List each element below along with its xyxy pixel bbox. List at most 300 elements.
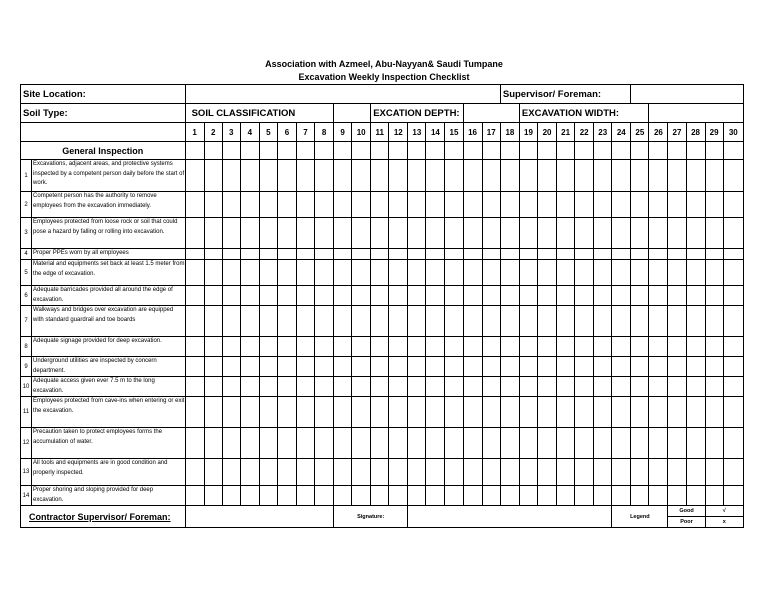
- check-cell[interactable]: [594, 249, 612, 260]
- check-cell[interactable]: [649, 397, 668, 428]
- check-cell[interactable]: [463, 486, 482, 506]
- check-cell[interactable]: [296, 218, 314, 249]
- check-cell[interactable]: [537, 306, 556, 337]
- check-cell[interactable]: [371, 249, 389, 260]
- check-cell[interactable]: [259, 192, 277, 218]
- check-cell[interactable]: [408, 218, 426, 249]
- check-cell[interactable]: [259, 249, 277, 260]
- check-cell[interactable]: [723, 337, 743, 357]
- check-cell[interactable]: [668, 160, 686, 192]
- check-cell[interactable]: [668, 397, 686, 428]
- check-cell[interactable]: [723, 249, 743, 260]
- check-cell[interactable]: [277, 428, 296, 459]
- check-cell[interactable]: [612, 286, 631, 306]
- check-cell[interactable]: [185, 486, 204, 506]
- check-cell[interactable]: [240, 486, 259, 506]
- check-cell[interactable]: [500, 486, 519, 506]
- check-cell[interactable]: [537, 486, 556, 506]
- check-cell[interactable]: [277, 486, 296, 506]
- check-cell[interactable]: [277, 218, 296, 249]
- check-cell[interactable]: [371, 377, 389, 397]
- check-cell[interactable]: [557, 428, 575, 459]
- check-cell[interactable]: [519, 306, 537, 337]
- excavation-depth-field[interactable]: [463, 104, 519, 123]
- check-cell[interactable]: [482, 306, 500, 337]
- check-cell[interactable]: [296, 337, 314, 357]
- check-cell[interactable]: [259, 486, 277, 506]
- check-cell[interactable]: [222, 160, 240, 192]
- check-cell[interactable]: [668, 486, 686, 506]
- check-cell[interactable]: [500, 286, 519, 306]
- contractor-name-field[interactable]: [185, 506, 334, 528]
- check-cell[interactable]: [463, 218, 482, 249]
- check-cell[interactable]: [723, 142, 743, 160]
- check-cell[interactable]: [631, 428, 649, 459]
- check-cell[interactable]: [686, 459, 705, 486]
- check-cell[interactable]: [594, 192, 612, 218]
- check-cell[interactable]: [500, 218, 519, 249]
- check-cell[interactable]: [240, 286, 259, 306]
- check-cell[interactable]: [240, 337, 259, 357]
- check-cell[interactable]: [594, 286, 612, 306]
- check-cell[interactable]: [686, 142, 705, 160]
- check-cell[interactable]: [389, 357, 408, 377]
- check-cell[interactable]: [612, 249, 631, 260]
- check-cell[interactable]: [426, 306, 445, 337]
- check-cell[interactable]: [426, 459, 445, 486]
- check-cell[interactable]: [371, 160, 389, 192]
- check-cell[interactable]: [352, 306, 371, 337]
- check-cell[interactable]: [185, 397, 204, 428]
- check-cell[interactable]: [705, 260, 723, 286]
- check-cell[interactable]: [463, 306, 482, 337]
- check-cell[interactable]: [277, 160, 296, 192]
- check-cell[interactable]: [222, 337, 240, 357]
- check-cell[interactable]: [426, 337, 445, 357]
- check-cell[interactable]: [315, 337, 334, 357]
- check-cell[interactable]: [575, 397, 594, 428]
- signature-field[interactable]: [408, 506, 612, 528]
- check-cell[interactable]: [668, 249, 686, 260]
- check-cell[interactable]: [668, 337, 686, 357]
- check-cell[interactable]: [482, 377, 500, 397]
- check-cell[interactable]: [686, 160, 705, 192]
- check-cell[interactable]: [686, 486, 705, 506]
- check-cell[interactable]: [352, 192, 371, 218]
- check-cell[interactable]: [352, 377, 371, 397]
- check-cell[interactable]: [222, 459, 240, 486]
- check-cell[interactable]: [631, 486, 649, 506]
- check-cell[interactable]: [723, 357, 743, 377]
- check-cell[interactable]: [705, 337, 723, 357]
- check-cell[interactable]: [649, 428, 668, 459]
- check-cell[interactable]: [537, 218, 556, 249]
- check-cell[interactable]: [315, 459, 334, 486]
- check-cell[interactable]: [204, 306, 222, 337]
- check-cell[interactable]: [185, 428, 204, 459]
- check-cell[interactable]: [668, 357, 686, 377]
- check-cell[interactable]: [575, 260, 594, 286]
- check-cell[interactable]: [575, 357, 594, 377]
- check-cell[interactable]: [612, 142, 631, 160]
- check-cell[interactable]: [204, 142, 222, 160]
- check-cell[interactable]: [612, 218, 631, 249]
- check-cell[interactable]: [426, 428, 445, 459]
- check-cell[interactable]: [296, 397, 314, 428]
- check-cell[interactable]: [222, 192, 240, 218]
- check-cell[interactable]: [723, 306, 743, 337]
- check-cell[interactable]: [723, 377, 743, 397]
- check-cell[interactable]: [296, 286, 314, 306]
- check-cell[interactable]: [463, 459, 482, 486]
- check-cell[interactable]: [240, 249, 259, 260]
- check-cell[interactable]: [445, 377, 463, 397]
- check-cell[interactable]: [612, 306, 631, 337]
- check-cell[interactable]: [519, 337, 537, 357]
- check-cell[interactable]: [594, 486, 612, 506]
- check-cell[interactable]: [557, 486, 575, 506]
- check-cell[interactable]: [315, 249, 334, 260]
- check-cell[interactable]: [631, 160, 649, 192]
- check-cell[interactable]: [277, 337, 296, 357]
- check-cell[interactable]: [723, 397, 743, 428]
- check-cell[interactable]: [705, 142, 723, 160]
- check-cell[interactable]: [185, 459, 204, 486]
- check-cell[interactable]: [277, 192, 296, 218]
- check-cell[interactable]: [482, 260, 500, 286]
- check-cell[interactable]: [500, 428, 519, 459]
- check-cell[interactable]: [557, 397, 575, 428]
- check-cell[interactable]: [575, 428, 594, 459]
- check-cell[interactable]: [557, 337, 575, 357]
- check-cell[interactable]: [537, 260, 556, 286]
- check-cell[interactable]: [668, 377, 686, 397]
- check-cell[interactable]: [668, 192, 686, 218]
- check-cell[interactable]: [296, 377, 314, 397]
- check-cell[interactable]: [668, 142, 686, 160]
- check-cell[interactable]: [222, 218, 240, 249]
- check-cell[interactable]: [240, 142, 259, 160]
- check-cell[interactable]: [426, 486, 445, 506]
- check-cell[interactable]: [594, 218, 612, 249]
- check-cell[interactable]: [482, 160, 500, 192]
- check-cell[interactable]: [500, 192, 519, 218]
- check-cell[interactable]: [445, 142, 463, 160]
- check-cell[interactable]: [649, 160, 668, 192]
- check-cell[interactable]: [668, 306, 686, 337]
- check-cell[interactable]: [537, 192, 556, 218]
- check-cell[interactable]: [575, 142, 594, 160]
- check-cell[interactable]: [389, 459, 408, 486]
- check-cell[interactable]: [408, 357, 426, 377]
- check-cell[interactable]: [334, 192, 352, 218]
- check-cell[interactable]: [389, 428, 408, 459]
- check-cell[interactable]: [575, 249, 594, 260]
- check-cell[interactable]: [649, 357, 668, 377]
- check-cell[interactable]: [705, 306, 723, 337]
- check-cell[interactable]: [594, 337, 612, 357]
- check-cell[interactable]: [631, 286, 649, 306]
- check-cell[interactable]: [222, 397, 240, 428]
- check-cell[interactable]: [557, 286, 575, 306]
- check-cell[interactable]: [240, 260, 259, 286]
- check-cell[interactable]: [408, 377, 426, 397]
- check-cell[interactable]: [649, 192, 668, 218]
- check-cell[interactable]: [575, 286, 594, 306]
- check-cell[interactable]: [482, 337, 500, 357]
- check-cell[interactable]: [259, 160, 277, 192]
- check-cell[interactable]: [537, 357, 556, 377]
- check-cell[interactable]: [612, 260, 631, 286]
- check-cell[interactable]: [445, 397, 463, 428]
- check-cell[interactable]: [445, 249, 463, 260]
- check-cell[interactable]: [240, 192, 259, 218]
- check-cell[interactable]: [500, 397, 519, 428]
- check-cell[interactable]: [631, 249, 649, 260]
- check-cell[interactable]: [668, 218, 686, 249]
- check-cell[interactable]: [686, 249, 705, 260]
- check-cell[interactable]: [463, 397, 482, 428]
- check-cell[interactable]: [352, 249, 371, 260]
- check-cell[interactable]: [408, 286, 426, 306]
- check-cell[interactable]: [537, 428, 556, 459]
- check-cell[interactable]: [612, 357, 631, 377]
- check-cell[interactable]: [222, 428, 240, 459]
- check-cell[interactable]: [445, 160, 463, 192]
- check-cell[interactable]: [259, 337, 277, 357]
- check-cell[interactable]: [259, 357, 277, 377]
- check-cell[interactable]: [686, 377, 705, 397]
- check-cell[interactable]: [371, 428, 389, 459]
- check-cell[interactable]: [204, 218, 222, 249]
- check-cell[interactable]: [705, 160, 723, 192]
- check-cell[interactable]: [240, 357, 259, 377]
- check-cell[interactable]: [537, 286, 556, 306]
- check-cell[interactable]: [482, 286, 500, 306]
- check-cell[interactable]: [204, 249, 222, 260]
- check-cell[interactable]: [519, 142, 537, 160]
- check-cell[interactable]: [334, 218, 352, 249]
- check-cell[interactable]: [185, 192, 204, 218]
- check-cell[interactable]: [557, 377, 575, 397]
- check-cell[interactable]: [389, 249, 408, 260]
- check-cell[interactable]: [315, 160, 334, 192]
- check-cell[interactable]: [315, 142, 334, 160]
- check-cell[interactable]: [334, 286, 352, 306]
- check-cell[interactable]: [315, 397, 334, 428]
- check-cell[interactable]: [482, 192, 500, 218]
- check-cell[interactable]: [668, 260, 686, 286]
- check-cell[interactable]: [204, 286, 222, 306]
- check-cell[interactable]: [705, 357, 723, 377]
- check-cell[interactable]: [445, 459, 463, 486]
- check-cell[interactable]: [705, 428, 723, 459]
- check-cell[interactable]: [277, 286, 296, 306]
- check-cell[interactable]: [445, 218, 463, 249]
- check-cell[interactable]: [222, 377, 240, 397]
- check-cell[interactable]: [537, 142, 556, 160]
- check-cell[interactable]: [649, 486, 668, 506]
- check-cell[interactable]: [705, 218, 723, 249]
- check-cell[interactable]: [185, 249, 204, 260]
- check-cell[interactable]: [277, 249, 296, 260]
- check-cell[interactable]: [445, 306, 463, 337]
- check-cell[interactable]: [222, 357, 240, 377]
- check-cell[interactable]: [222, 286, 240, 306]
- check-cell[interactable]: [594, 428, 612, 459]
- check-cell[interactable]: [612, 192, 631, 218]
- check-cell[interactable]: [204, 160, 222, 192]
- check-cell[interactable]: [204, 337, 222, 357]
- check-cell[interactable]: [723, 192, 743, 218]
- check-cell[interactable]: [445, 260, 463, 286]
- check-cell[interactable]: [482, 218, 500, 249]
- check-cell[interactable]: [686, 397, 705, 428]
- check-cell[interactable]: [445, 286, 463, 306]
- check-cell[interactable]: [185, 286, 204, 306]
- check-cell[interactable]: [723, 286, 743, 306]
- check-cell[interactable]: [389, 306, 408, 337]
- check-cell[interactable]: [445, 337, 463, 357]
- check-cell[interactable]: [426, 249, 445, 260]
- check-cell[interactable]: [557, 357, 575, 377]
- check-cell[interactable]: [371, 337, 389, 357]
- check-cell[interactable]: [426, 192, 445, 218]
- check-cell[interactable]: [445, 428, 463, 459]
- check-cell[interactable]: [557, 306, 575, 337]
- check-cell[interactable]: [240, 306, 259, 337]
- soil-classification-field[interactable]: [334, 104, 371, 123]
- check-cell[interactable]: [631, 260, 649, 286]
- check-cell[interactable]: [649, 377, 668, 397]
- check-cell[interactable]: [185, 337, 204, 357]
- check-cell[interactable]: [334, 357, 352, 377]
- check-cell[interactable]: [185, 306, 204, 337]
- check-cell[interactable]: [389, 192, 408, 218]
- check-cell[interactable]: [426, 286, 445, 306]
- check-cell[interactable]: [204, 260, 222, 286]
- check-cell[interactable]: [371, 286, 389, 306]
- check-cell[interactable]: [204, 377, 222, 397]
- check-cell[interactable]: [500, 377, 519, 397]
- check-cell[interactable]: [575, 459, 594, 486]
- check-cell[interactable]: [408, 306, 426, 337]
- check-cell[interactable]: [612, 337, 631, 357]
- check-cell[interactable]: [557, 249, 575, 260]
- check-cell[interactable]: [519, 377, 537, 397]
- check-cell[interactable]: [277, 397, 296, 428]
- check-cell[interactable]: [204, 428, 222, 459]
- check-cell[interactable]: [463, 337, 482, 357]
- check-cell[interactable]: [557, 192, 575, 218]
- check-cell[interactable]: [334, 377, 352, 397]
- check-cell[interactable]: [371, 459, 389, 486]
- check-cell[interactable]: [371, 306, 389, 337]
- check-cell[interactable]: [594, 142, 612, 160]
- check-cell[interactable]: [631, 459, 649, 486]
- check-cell[interactable]: [185, 377, 204, 397]
- check-cell[interactable]: [575, 337, 594, 357]
- check-cell[interactable]: [463, 260, 482, 286]
- check-cell[interactable]: [500, 160, 519, 192]
- check-cell[interactable]: [445, 357, 463, 377]
- check-cell[interactable]: [204, 357, 222, 377]
- check-cell[interactable]: [500, 459, 519, 486]
- check-cell[interactable]: [334, 142, 352, 160]
- check-cell[interactable]: [371, 486, 389, 506]
- check-cell[interactable]: [500, 306, 519, 337]
- check-cell[interactable]: [612, 459, 631, 486]
- check-cell[interactable]: [296, 260, 314, 286]
- check-cell[interactable]: [668, 459, 686, 486]
- check-cell[interactable]: [222, 142, 240, 160]
- check-cell[interactable]: [315, 306, 334, 337]
- check-cell[interactable]: [612, 160, 631, 192]
- check-cell[interactable]: [463, 428, 482, 459]
- check-cell[interactable]: [649, 260, 668, 286]
- check-cell[interactable]: [686, 306, 705, 337]
- check-cell[interactable]: [686, 218, 705, 249]
- check-cell[interactable]: [185, 160, 204, 192]
- check-cell[interactable]: [631, 306, 649, 337]
- check-cell[interactable]: [575, 486, 594, 506]
- check-cell[interactable]: [463, 249, 482, 260]
- check-cell[interactable]: [723, 160, 743, 192]
- check-cell[interactable]: [631, 377, 649, 397]
- check-cell[interactable]: [408, 260, 426, 286]
- check-cell[interactable]: [500, 337, 519, 357]
- check-cell[interactable]: [500, 249, 519, 260]
- check-cell[interactable]: [296, 459, 314, 486]
- check-cell[interactable]: [705, 249, 723, 260]
- check-cell[interactable]: [408, 160, 426, 192]
- check-cell[interactable]: [296, 192, 314, 218]
- excavation-width-field[interactable]: [649, 104, 744, 123]
- check-cell[interactable]: [686, 357, 705, 377]
- check-cell[interactable]: [519, 459, 537, 486]
- check-cell[interactable]: [408, 192, 426, 218]
- check-cell[interactable]: [315, 377, 334, 397]
- check-cell[interactable]: [723, 486, 743, 506]
- check-cell[interactable]: [185, 218, 204, 249]
- check-cell[interactable]: [686, 286, 705, 306]
- check-cell[interactable]: [575, 377, 594, 397]
- check-cell[interactable]: [240, 218, 259, 249]
- check-cell[interactable]: [500, 142, 519, 160]
- check-cell[interactable]: [352, 142, 371, 160]
- check-cell[interactable]: [537, 337, 556, 357]
- check-cell[interactable]: [259, 397, 277, 428]
- check-cell[interactable]: [334, 260, 352, 286]
- check-cell[interactable]: [240, 397, 259, 428]
- check-cell[interactable]: [352, 160, 371, 192]
- check-cell[interactable]: [482, 357, 500, 377]
- check-cell[interactable]: [631, 337, 649, 357]
- check-cell[interactable]: [445, 192, 463, 218]
- check-cell[interactable]: [352, 286, 371, 306]
- check-cell[interactable]: [426, 142, 445, 160]
- check-cell[interactable]: [519, 357, 537, 377]
- check-cell[interactable]: [631, 192, 649, 218]
- check-cell[interactable]: [463, 357, 482, 377]
- check-cell[interactable]: [519, 428, 537, 459]
- check-cell[interactable]: [296, 249, 314, 260]
- check-cell[interactable]: [277, 357, 296, 377]
- check-cell[interactable]: [594, 397, 612, 428]
- check-cell[interactable]: [204, 192, 222, 218]
- check-cell[interactable]: [296, 142, 314, 160]
- check-cell[interactable]: [408, 397, 426, 428]
